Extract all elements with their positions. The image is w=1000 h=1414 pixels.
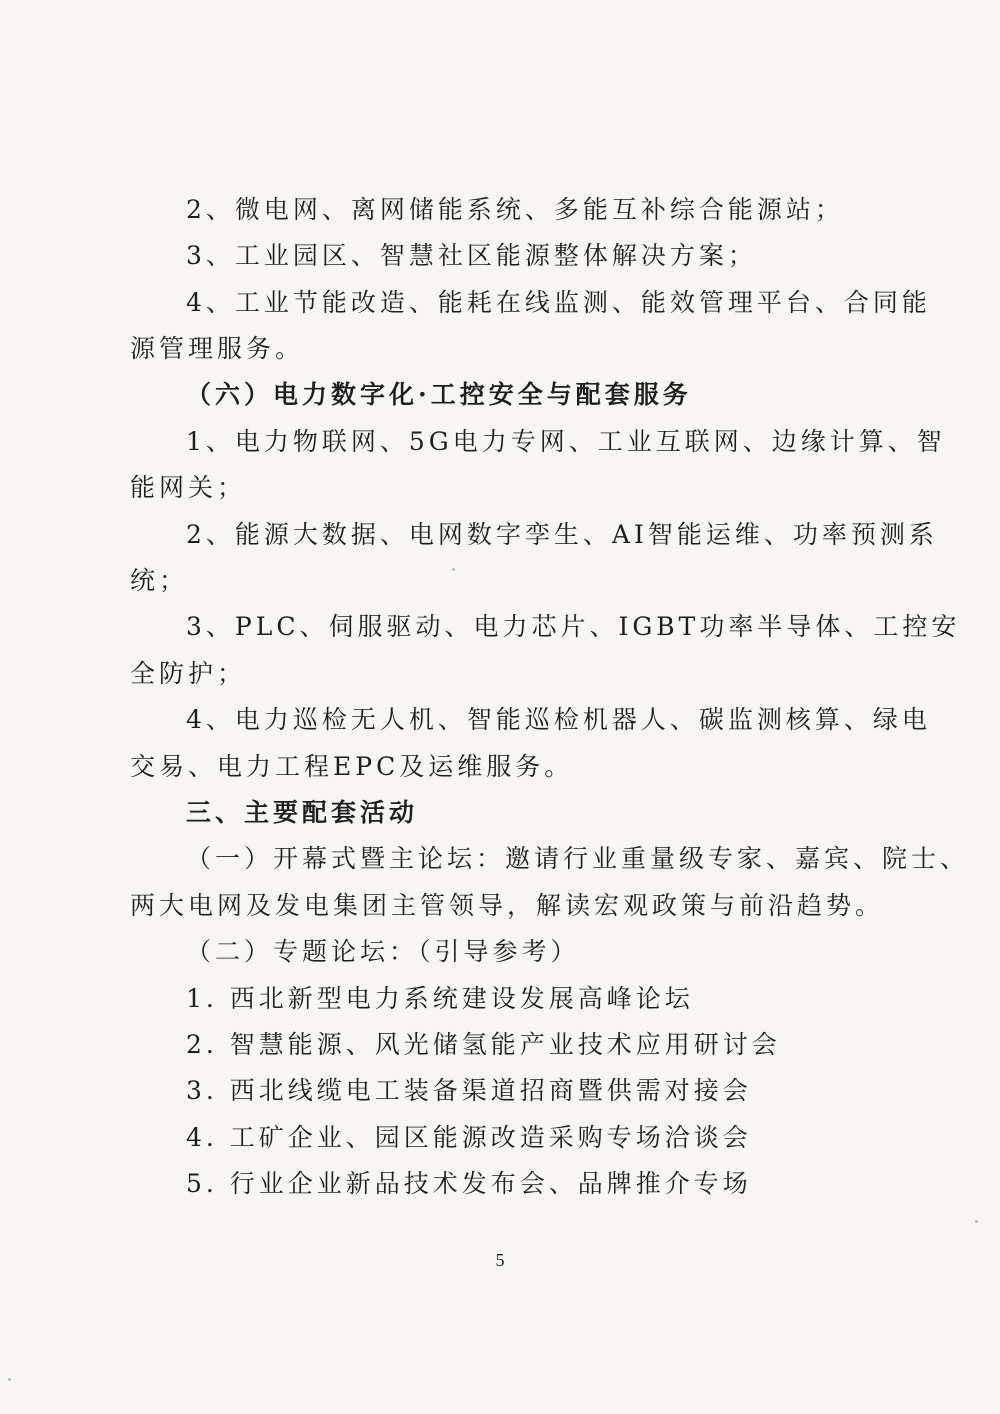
section-heading-three: 三、主要配套活动 <box>186 798 419 827</box>
subheading-special-forums: （二）专题论坛：（引导参考） <box>186 937 580 966</box>
section-heading-six: （六）电力数字化·工控安全与配套服务 <box>186 380 692 409</box>
list-item-3-industrial-park: 3、工业园区、智慧社区能源整体解决方案； <box>186 241 757 270</box>
list-item-4-inspection: 4、电力巡检无人机、智能巡检机器人、碳监测核算、绿电 <box>186 705 931 734</box>
scan-speck <box>8 1378 11 1381</box>
list-item-2-microgrid: 2、微电网、离网储能系统、多能互补综合能源站； <box>186 195 844 224</box>
list-item-2-big-data: 2、能源大数据、电网数字孪生、AI智能运维、功率预测系 <box>186 520 938 549</box>
list-item-4b-continuation: 交易、电力工程EPC及运维服务。 <box>130 752 574 781</box>
forum-item-4: 4. 工矿企业、园区能源改造采购专场洽谈会 <box>186 1123 752 1152</box>
list-item-3-plc: 3、PLC、伺服驱动、电力芯片、IGBT功率半导体、工控安 <box>186 612 961 641</box>
list-item-4-continuation: 源管理服务。 <box>130 334 305 363</box>
forum-item-3: 3. 西北线缆电工装备渠道招商暨供需对接会 <box>186 1076 752 1105</box>
page-number: 5 <box>495 1250 505 1270</box>
forum-item-2: 2. 智慧能源、风光储氢能产业技术应用研讨会 <box>186 1030 781 1059</box>
list-item-1-iot: 1、电力物联网、5G电力专网、工业互联网、边缘计算、智 <box>186 427 946 456</box>
list-item-3-continuation: 全防护； <box>130 659 247 688</box>
scan-speck <box>975 1220 978 1223</box>
forum-item-5: 5. 行业企业新品技术发布会、品牌推介专场 <box>186 1169 752 1198</box>
list-item-4-energy-saving: 4、工业节能改造、能耗在线监测、能效管理平台、合同能 <box>186 288 931 317</box>
scan-speck <box>452 568 455 571</box>
list-item-1-continuation: 能网关； <box>130 473 247 502</box>
paragraph-opening-forum-continuation: 两大电网及发电集团主管领导，解读宏观政策与前沿趋势。 <box>130 891 885 920</box>
paragraph-opening-forum: （一）开幕式暨主论坛：邀请行业重量级专家、嘉宾、院士、 <box>186 844 970 873</box>
forum-item-1: 1. 西北新型电力系统建设发展高峰论坛 <box>186 984 694 1013</box>
list-item-2-continuation: 统； <box>130 566 189 595</box>
